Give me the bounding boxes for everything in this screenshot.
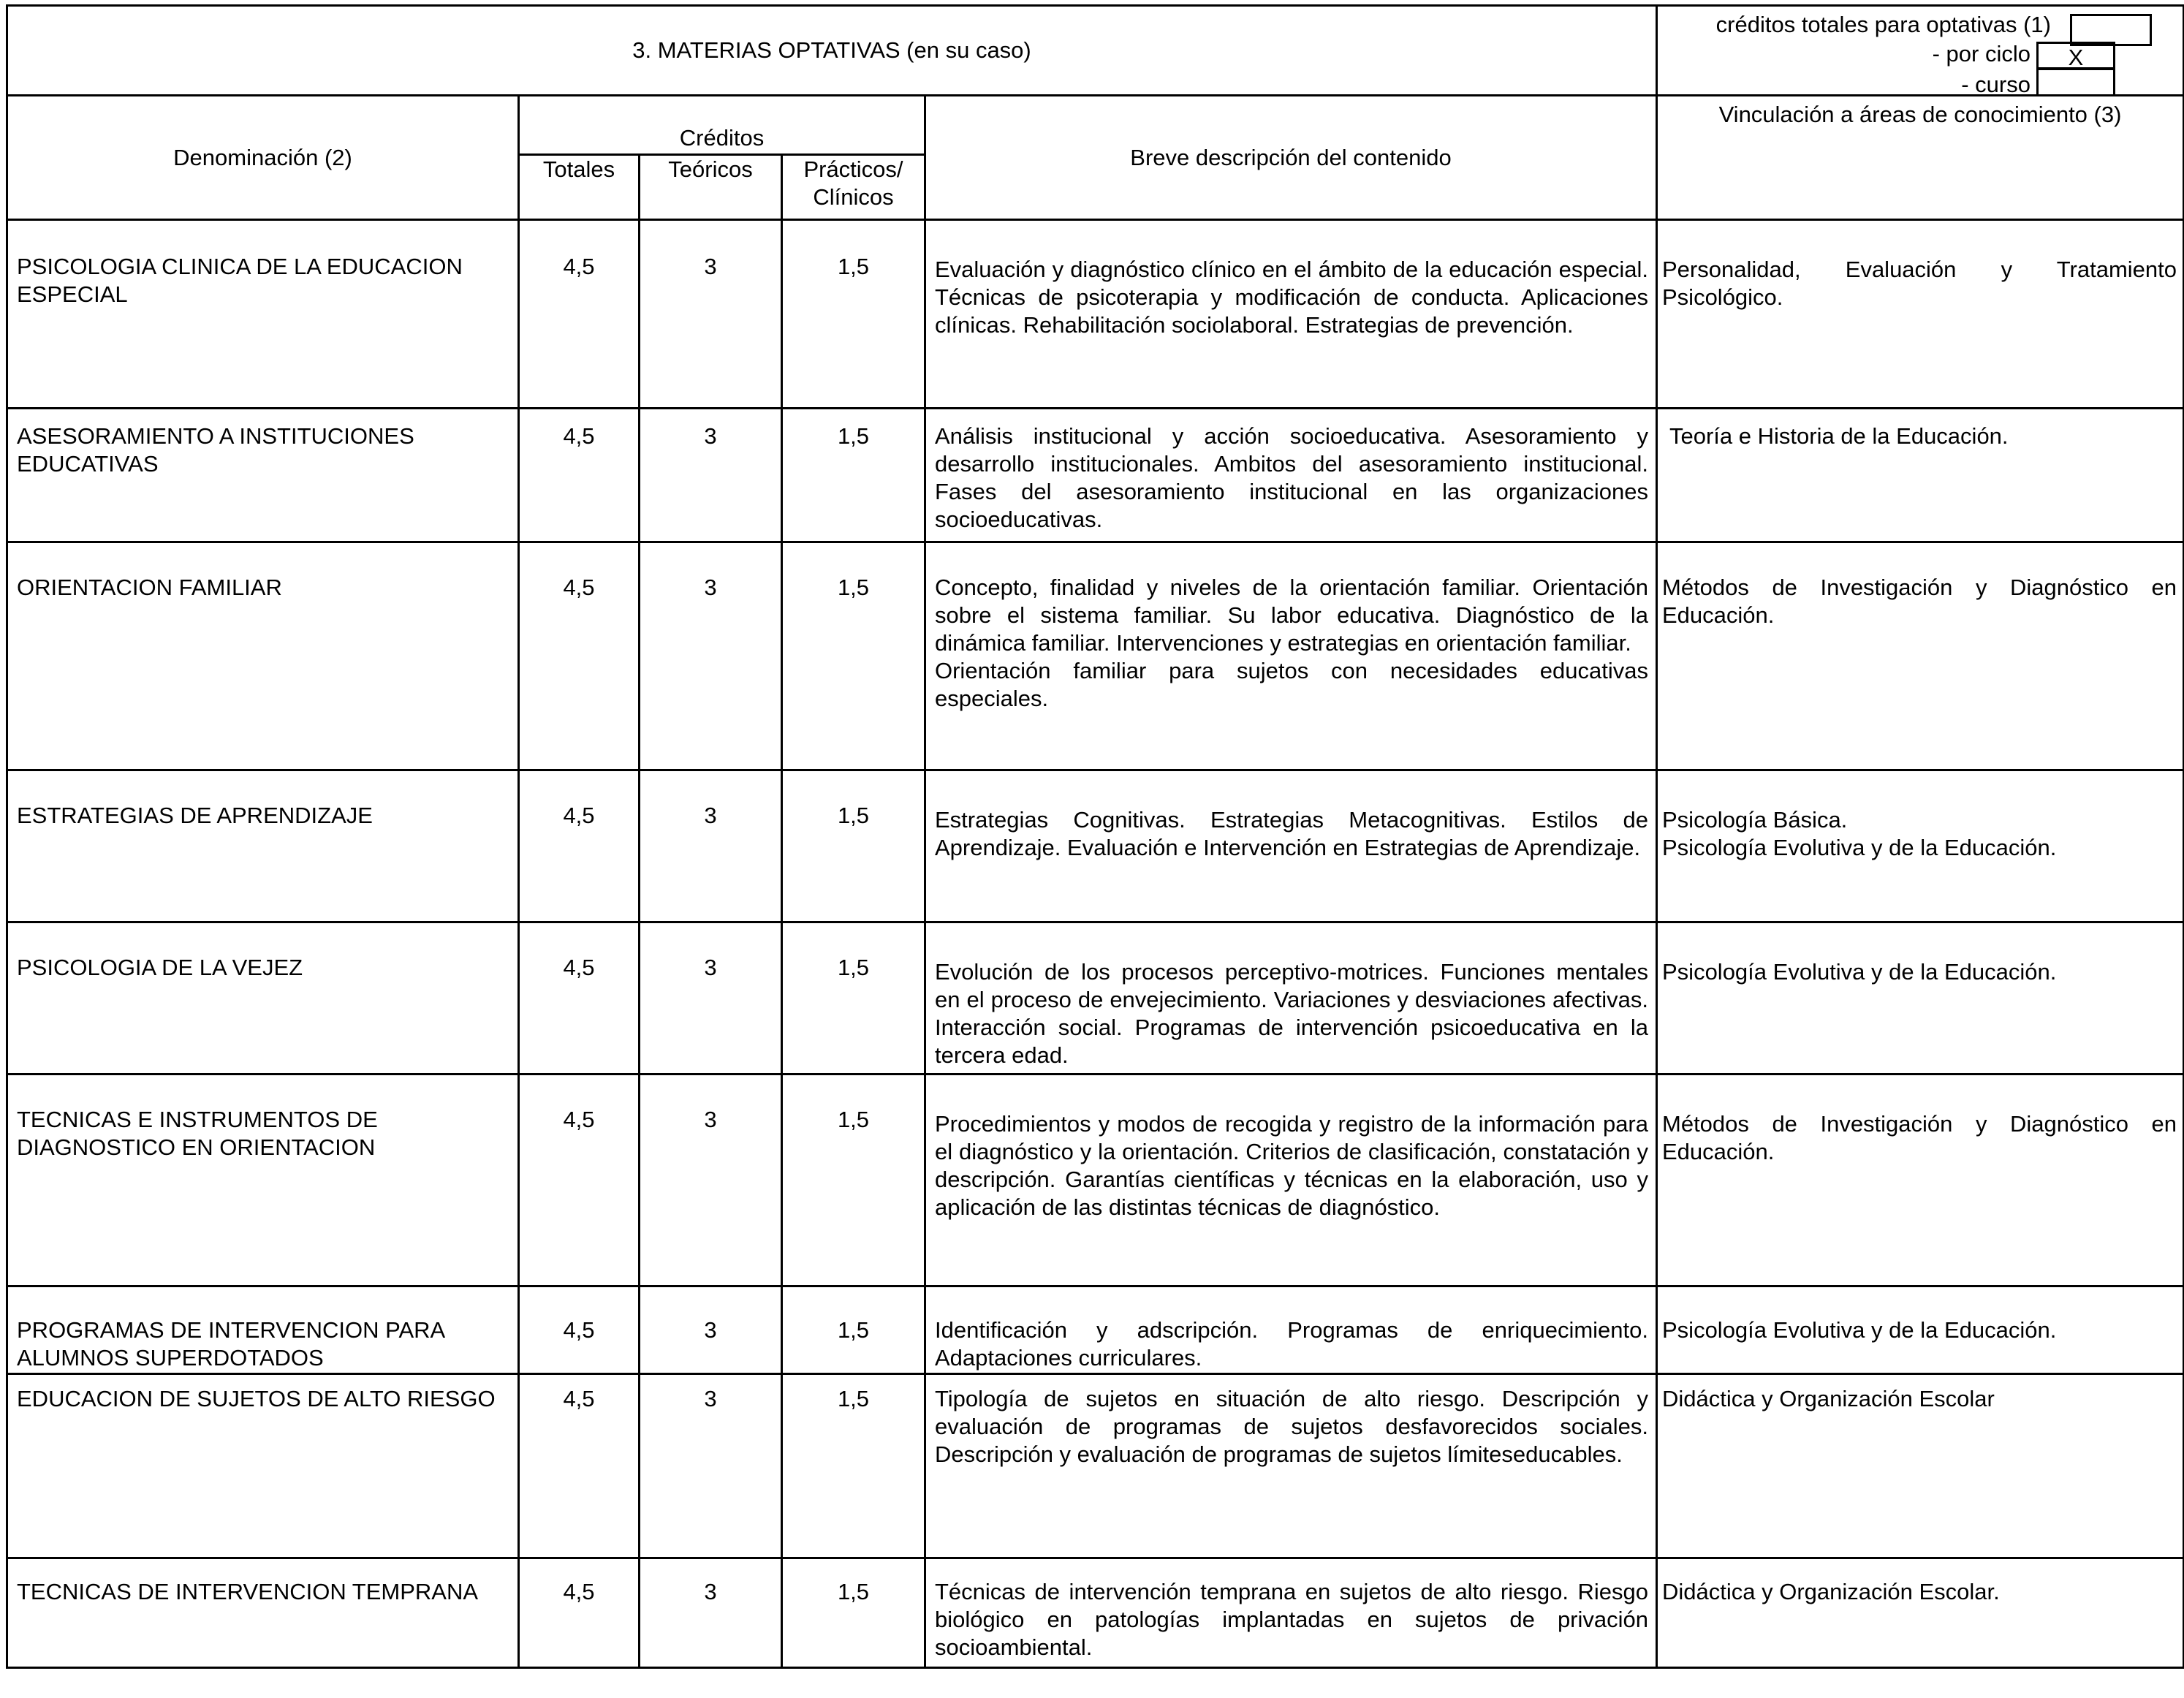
subject-area: Didáctica y Organización Escolar <box>1657 1374 2184 1558</box>
col-descripcion: Breve descripción del contenido <box>925 96 1657 220</box>
table-row <box>7 922 2184 1074</box>
subject-description: Tipología de sujetos en situación de alto riesgo. Descripción y evaluación de programas de sujetos desfavorecidos sociales. Descripción y evaluación de programas de sujetos límiteseducables. <box>925 1374 1657 1558</box>
col-denominacion: Denominación (2) <box>7 96 519 220</box>
subject-name: TECNICAS E INSTRUMENTOS DE DIAGNOSTICO EN ORIENTACION <box>7 1074 519 1286</box>
creditos-teoricos: 3 <box>640 922 782 1074</box>
subject-description <box>925 542 1657 770</box>
subject-name: PROGRAMAS DE INTERVENCION PARA ALUMNOS SUPERDOTADOS <box>7 1286 519 1374</box>
subject-name: PSICOLOGIA CLINICA DE LA EDUCACION ESPECIAL <box>7 220 519 409</box>
title-row <box>7 6 2184 96</box>
creditos-teoricos: 3 <box>640 1374 782 1558</box>
creditos-teoricos: 3 <box>640 409 782 542</box>
creditos-totales: 4,5 <box>519 1074 640 1286</box>
col-practicos <box>782 155 925 220</box>
creditos-totales: 4,5 <box>519 1286 640 1374</box>
table-row <box>7 1374 2184 1558</box>
subject-description: Evolución de los procesos perceptivo-motrices. Funciones mentales en el proceso de envejecimiento. Variaciones y desviaciones afectivas. Interacción social. Programas de intervención psicoeducativa en la tercera edad. <box>925 922 1657 1074</box>
creditos-practicos: 1,5 <box>782 922 925 1074</box>
subject-name: EDUCACION DE SUJETOS DE ALTO RIESGO <box>7 1374 519 1558</box>
col-practicos-line2: Clínicos <box>813 184 894 210</box>
creditos-totales: 4,5 <box>519 220 640 409</box>
subject-area: Psicología Evolutiva y de la Educación. <box>1657 1286 2184 1374</box>
subject-area: Teoría e Historia de la Educación. <box>1657 409 2184 542</box>
description-paragraph: Orientación familiar para sujetos con necesidades educativas especiales. <box>935 658 1648 711</box>
table-row <box>7 542 2184 770</box>
subject-area: Psicología Evolutiva y de la Educación. <box>1657 922 2184 1074</box>
table-row <box>7 1074 2184 1286</box>
subject-name: ESTRATEGIAS DE APRENDIZAJE <box>7 770 519 922</box>
curso-label: - curso <box>1961 72 2031 97</box>
creditos-practicos: 1,5 <box>782 542 925 770</box>
subject-area: Métodos de Investigación y Diagnóstico en Educación. <box>1657 542 2184 770</box>
por-ciclo-label: - por ciclo <box>1932 41 2031 67</box>
subject-name: ORIENTACION FAMILIAR <box>7 542 519 770</box>
subject-area: Didáctica y Organización Escolar. <box>1657 1558 2184 1668</box>
creditos-practicos: 1,5 <box>782 1374 925 1558</box>
creditos-teoricos: 3 <box>640 542 782 770</box>
creditos-totales: 4,5 <box>519 770 640 922</box>
por-ciclo-box[interactable]: X <box>2036 42 2115 69</box>
subject-description: Análisis institucional y acción socioeducativa. Asesoramiento y desarrollo institucionales. Ambitos del asesoramiento institucional. Fases del asesoramiento institucional en las organizaciones socioeducativas. <box>925 409 1657 542</box>
creditos-practicos: 1,5 <box>782 409 925 542</box>
subject-area: Métodos de Investigación y Diagnóstico en Educación. <box>1657 1074 2184 1286</box>
curso-box[interactable] <box>2036 68 2115 96</box>
subject-description: Evaluación y diagnóstico clínico en el ámbito de la educación especial. Técnicas de psicoterapia y modificación de conducta. Aplicaciones clínicas. Rehabilitación sociolaboral. Estrategias de prevención. <box>925 220 1657 409</box>
creditos-teoricos: 3 <box>640 1558 782 1668</box>
creditos-totales: 4,5 <box>519 542 640 770</box>
subject-name: PSICOLOGIA DE LA VEJEZ <box>7 922 519 1074</box>
description-paragraph: Concepto, finalidad y niveles de la orientación familiar. Orientación sobre el sistema familiar. Su labor educativa. Diagnóstico de la dinámica familiar. Intervenciones y estrategias en orientación familiar. <box>935 575 1648 656</box>
creditos-teoricos: 3 <box>640 220 782 409</box>
creditos-totales-label: créditos totales para optativas (1) <box>1715 12 2051 37</box>
creditos-practicos: 1,5 <box>782 220 925 409</box>
optativas-table <box>6 4 2184 1669</box>
table-row <box>7 409 2184 542</box>
credits-summary <box>1657 6 2184 96</box>
area-line: Psicología Básica. <box>1662 807 1848 833</box>
subject-description: Técnicas de intervención temprana en sujetos de alto riesgo. Riesgo biológico en patologías implantadas en sujetos de privación socioambiental. <box>925 1558 1657 1668</box>
subject-description: Procedimientos y modos de recogida y registro de la información para el diagnóstico y la orientación. Criterios de clasificación, constatación y descripción. Garantías científicas y técnicas en la elaboración, uso y aplicación de las distintas técnicas de diagnóstico. <box>925 1074 1657 1286</box>
subject-name: ASESORAMIENTO A INSTITUCIONES EDUCATIVAS <box>7 409 519 542</box>
table-row <box>7 1286 2184 1374</box>
col-creditos: Créditos <box>519 96 925 155</box>
table-row <box>7 770 2184 922</box>
creditos-teoricos: 3 <box>640 1286 782 1374</box>
subject-description: Identificación y adscripción. Programas de enriquecimiento. Adaptaciones curriculares. <box>925 1286 1657 1374</box>
table-row <box>7 220 2184 409</box>
subject-area <box>1657 770 2184 922</box>
creditos-teoricos: 3 <box>640 770 782 922</box>
creditos-totales: 4,5 <box>519 409 640 542</box>
creditos-practicos: 1,5 <box>782 1074 925 1286</box>
creditos-practicos: 1,5 <box>782 770 925 922</box>
creditos-totales: 4,5 <box>519 922 640 1074</box>
col-practicos-line1: Prácticos/ <box>803 156 903 182</box>
subject-description: Estrategias Cognitivas. Estrategias Metacognitivas. Estilos de Aprendizaje. Evaluación e Intervención en Estrategias de Aprendizaje. <box>925 770 1657 922</box>
creditos-teoricos: 3 <box>640 1074 782 1286</box>
col-teoricos: Teóricos <box>640 155 782 220</box>
subject-name: TECNICAS DE INTERVENCION TEMPRANA <box>7 1558 519 1668</box>
section-title: 3. MATERIAS OPTATIVAS (en su caso) <box>7 6 1657 96</box>
col-totales: Totales <box>519 155 640 220</box>
creditos-totales: 4,5 <box>519 1558 640 1668</box>
subject-area: Personalidad, Evaluación y Tratamiento Psicológico. <box>1657 220 2184 409</box>
creditos-practicos: 1,5 <box>782 1286 925 1374</box>
creditos-practicos: 1,5 <box>782 1558 925 1668</box>
col-vinculacion: Vinculación a áreas de conocimiento (3) <box>1657 96 2184 220</box>
header-row-1 <box>7 96 2184 155</box>
creditos-totales: 4,5 <box>519 1374 640 1558</box>
area-line: Psicología Evolutiva y de la Educación. <box>1662 835 2057 860</box>
table-row <box>7 1558 2184 1668</box>
